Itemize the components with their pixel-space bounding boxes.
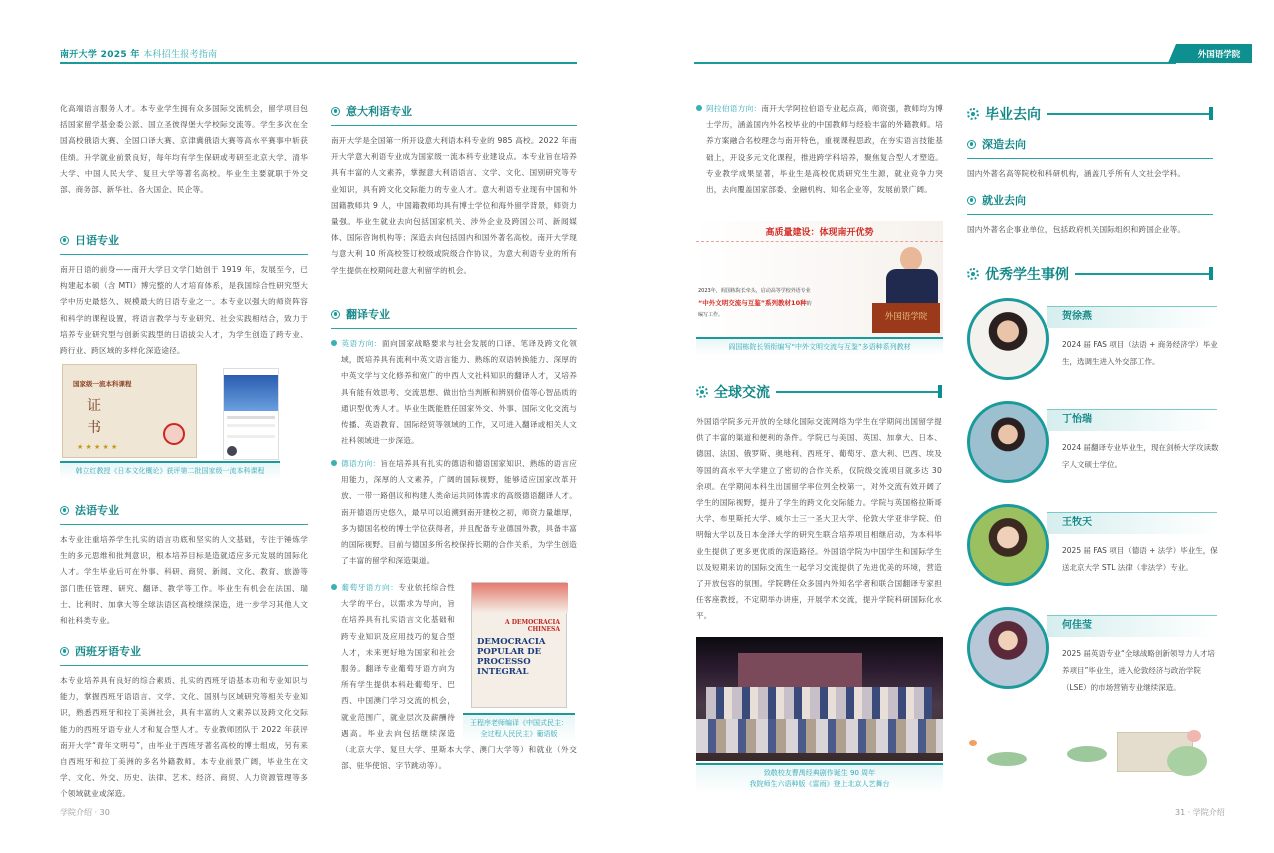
- gear-badge-icon: [696, 386, 708, 398]
- header-title: 南开大学 2025 年 本科招生报考指南: [60, 50, 218, 60]
- employment-body: 国内外著名企事业单位，包括政府机关国际组织和跨国企业等。: [967, 225, 1186, 235]
- translation-section: [331, 306, 577, 449]
- students-heading-block: [967, 264, 1213, 284]
- french-heading: 法语专业: [60, 502, 308, 525]
- japanese-heading: 日语专业: [60, 232, 308, 255]
- global-exchange-section: [696, 382, 942, 625]
- further-study-heading: 深造去向: [967, 136, 1213, 159]
- header-rule: [694, 62, 1176, 64]
- bullet-icon: [331, 340, 337, 346]
- arabic-direction-block: [696, 101, 943, 198]
- certificate-image: 国家级一流本科课程 证 书 ★ ★ ★ ★ ★: [62, 364, 197, 458]
- avatar: [967, 298, 1049, 380]
- bullet-circle-icon: [60, 506, 69, 515]
- french-body: 本专业注重培养学生扎实的语言功底和坚实的人文基础，专注于锤炼学生的多元思维和批判意识，根本培养目标是造就适应多元发展的国际化人才。学生毕业后可在外事、科研、商贸、新闻、文化、教育、旅游等部门胜任管理、研究、翻译、教学等工作。毕业生有机会在法国、瑞士、比利时、加拿大等全球法语区高校继续深造，进一步学习其他人文和社科类专业。: [60, 535, 308, 626]
- heading-rule: [1075, 273, 1213, 275]
- arabic-direction: 阿拉伯语方向：南开大学阿拉伯语专业起点高，师资强，教师均为博士学历，涵盖国内外名校毕业的中国教师与经验丰富的外籍教师。培养方案融合名校理念与南开特色，重视课程思政，在夯实语言技能基础上，开设多元文化课程，推进跨学科培养，聚焦复合型人才塑造。专业教学成果显著，毕业生是高校优质研究生生源，就业竞争力突出，去向覆盖国家部委、金融机构、知名企业等，发展前景广阔。: [696, 101, 943, 198]
- group-photo-image: [696, 637, 943, 761]
- avatar: [967, 504, 1049, 586]
- koi-fish-icon: [969, 740, 977, 746]
- employment-heading: 就业去向: [967, 192, 1213, 215]
- russian-continued: [60, 101, 308, 198]
- portuguese-direction: 葡萄牙语方向：专业依托综合性大学的平台，以需求为导向，旨在培养具有扎实语言文化基础和跨专业知识及应用技巧的复合型人才，未来更好地为国家和社会服务。翻译专业葡萄牙语方向为所有学生提供本科赴葡萄牙、巴西、中国澳门学习交流的机会，就业范围广，就业层次及薪酬待遇高。毕业去向包括继续深造（北京大学、复旦大学、里斯本大学、澳门大学等）和就业（外交部、驻华使馆、字节跳动等）。: [331, 580, 577, 775]
- header-rule: [60, 62, 577, 64]
- college-tag: 外国语学院: [1176, 44, 1252, 63]
- spanish-heading: 西班牙语专业: [60, 643, 308, 666]
- career-heading: 毕业去向: [967, 104, 1213, 124]
- bullet-icon: [331, 584, 337, 590]
- spanish-section: [60, 643, 308, 803]
- lotus-leaf-icon: [1067, 746, 1107, 762]
- lotus-leaf-icon: [1167, 746, 1207, 776]
- student-name: 丁怡瑞: [1047, 409, 1217, 431]
- book-figure: [463, 582, 575, 742]
- italian-body: 南开大学是全国第一所开设意大利语本科专业的 985 高校。2022 年南开大学意大利语专业成为国家级一流本科专业建设点。本专业旨在培养具有丰富的人文素养，掌握意大利语语言、文学、文化、国别研究等专业知识，具有跨文化交际能力的专业人才。意大利语专业现有中国和外国籍教师共 9 人，中国籍教师均具有博士学位和海外留学背景，师资力量强。毕业生就业去向包括国家机关、涉外企业及跨国公司、新闻媒体、国际咨询机构等；深造去向包括国内和国外著名高校。南开大学现与意大利 10 所高校签订校级或院级合作协议，为意大利语专业的所有学生提供在校期间赴意大利留学的机会。: [331, 136, 577, 275]
- translation-heading: 翻译专业: [331, 306, 577, 329]
- global-exchange-body: 外国语学院多元开放的全球化国际交流网络为学生在学期间出国留学提供了丰富的渠道和便利的条件。学院已与美国、英国、加拿大、日本、德国、法国、俄罗斯、奥地利、西班牙、葡萄牙、意大利、巴西、埃及等国的高水平大学建立了密切的合作关系，仅院级交流项目就多达 30 余项。在学期间本科生出国留学率位列全校第一，对外交流有效开阔了学生的国际视野，提升了学生的跨文化交际能力。学院与英国格拉斯哥大学、布里斯托大学、威尔士三一圣大卫大学、伦敦大学亚非学院、伯明翰大学以及日本金泽大学的研究生联合培养项目相继启动，为本科毕业生提供了更多更优质的深造路径。外国语学院为中国学生和国际学生以及短期来访的国际交流生一起学习交流提供了先进优美的环境，营造了开放包容的氛围。学院聘任众多国内外知名学者和联合国翻译专家担任客座教授，不定期举办讲座，开展学术交流，提升学院科研国际化水平。: [696, 417, 942, 621]
- student-name: 何佳莹: [1047, 615, 1217, 637]
- italian-section: [331, 103, 577, 279]
- bullet-circle-icon: [967, 140, 976, 149]
- student-card: [967, 504, 1217, 594]
- theater-photo-caption: 致敬校友曹禺经典剧作诞生 90 周年 我院师生六语种版《雷雨》登上北京人艺舞台: [696, 763, 943, 793]
- japanese-figure: [60, 362, 280, 474]
- italian-heading: 意大利语专业: [331, 103, 577, 126]
- russian-body: 化高端语言服务人才。本专业学生拥有众多国际交流机会，留学项目包括国家留学基金委公派、国立圣彼得堡大学校际交流等。学生多次在全国高校俄语大赛、全国口译大赛、京津冀俄语大赛等高水平赛事中斩获佳绩。升学就业前景良好，每年均有学生保研或考研至北京大学、清华大学、中国人民大学、复旦大学等著名高校。毕业生主要就职于外交部、商务部、新华社、各大国企、民企等。: [60, 104, 308, 195]
- german-direction: 德语方向：旨在培养具有扎实的德语和德语国家知识、熟练的语言应用能力，深厚的人文素养，广阔的国际视野，能够适应国家改革开放、一带一路倡议和构建人类命运共同体需求的高级德语翻译人才。南开德语历史悠久，最早可以追溯到南开建校之初，师资力量雄厚，多为德国名校的博士学位获得者，并且配备专业德国外教，具备丰富的国际视野。目前与德国多所名校保持长期的合作关系，为学生创造了丰富的留学和深造渠道。: [331, 456, 577, 569]
- bullet-circle-icon: [60, 647, 69, 656]
- german-direction-block: [331, 456, 577, 569]
- avatar: [967, 401, 1049, 483]
- dean-portrait: [900, 247, 922, 271]
- bullet-circle-icon: [967, 196, 976, 205]
- page-number-left: 学院介绍 · 30: [60, 808, 110, 817]
- student-desc: 2025 届 FAS 项目（德语 + 法学）毕业生，保送北京大学 STL 法律（非法学）专业。: [1062, 546, 1218, 572]
- dean-photo-banner: 高质量建设：体现南开优势 2023年，阎国栋院长牵头，启动高等学校外语专业 “中外文明交流与互鉴”系列教材10种的 编写工作。 外国语学院 阎国栋院长领衔编写“中外文明交流与互鉴”多语种系列教材: [696, 221, 943, 353]
- student-name: 贺徐燕: [1047, 306, 1217, 328]
- right-page: [637, 0, 1274, 853]
- lotus-decoration: [967, 722, 1213, 790]
- further-study-body: 国内外著名高等院校和科研机构，涵盖几乎所有人文社会学科。: [967, 169, 1186, 178]
- bullet-icon: [331, 460, 337, 466]
- japanese-figure-caption: 韩立红教授《日本文化概论》获评第二批国家级一流本科课程: [60, 461, 280, 480]
- spanish-body: 本专业培养具有良好的综合素质、扎实的西班牙语基本功和专业知识与能力，掌握西班牙语语言、文学、文化、国别与区域研究等相关专业知识，熟悉西班牙和拉丁美洲社会，具有丰富的人文素养以及跨文化交际能力的西班牙语专业人才和复合型人才。专业教师团队于 2022 年获评南开大学“青年文明号”，由毕业于西班牙著名高校的博士组成，另有来自西班牙和拉丁美洲的多名外籍教师。本专业前景广阔，毕业生在文学、文化、外交、历史、法律、艺术、经济、商贸、人力资源管理等多个领域就业或深造。: [60, 676, 308, 799]
- book-caption: 王程序老师编译《中国式民主： 全过程人民民主》葡语版: [463, 713, 575, 743]
- english-direction: 英语方向：面向国家战略要求与社会发展的口译、笔译及跨文化领域，既培养具有流利中英文语言能力、熟练的双语转换能力、深厚的中英文学与文化修养和宽广的中西人文社科知识的翻译人才，又培养具有能有效思考、交流思想、做出恰当判断和辨别价值等心智品质的通识型优秀人才。毕业生既能胜任国家外交、外事、国际文化交流与传播、英语教育、国际经贸等领域的工作，又可进入翻译或相关人文社科领域进一步深造。: [331, 336, 577, 449]
- gear-badge-icon: [967, 268, 979, 280]
- seal-icon: [163, 423, 185, 445]
- students-heading: 优秀学生事例: [967, 264, 1213, 284]
- student-desc: 2025 届英语专业“全球战略创新领导力人才培养项目”毕业生，进入伦敦经济与政治学院（LSE）的市场营销专业继续深造。: [1062, 649, 1215, 692]
- student-desc: 2024 届 FAS 项目（法语 + 商务经济学）毕业生，选调生进入外交部工作。: [1062, 340, 1218, 366]
- page-number-right: 31 · 学院介绍: [1175, 808, 1225, 817]
- global-exchange-heading: 全球交流: [696, 382, 942, 402]
- dean-photo-caption: 阎国栋院长领衔编写“中外文明交流与互鉴”多语种系列教材: [696, 337, 943, 356]
- gear-badge-icon: [967, 108, 979, 120]
- bullet-icon: [696, 105, 702, 111]
- student-name: 王牧天: [1047, 512, 1217, 534]
- student-card: [967, 607, 1217, 697]
- student-card: [967, 298, 1217, 388]
- podium-sign: 外国语学院: [872, 303, 940, 333]
- heading-rule: [776, 391, 942, 393]
- lotus-leaf-icon: [987, 752, 1027, 766]
- french-section: [60, 502, 308, 629]
- career-section: [967, 104, 1213, 238]
- japanese-section: [60, 232, 308, 359]
- bullet-circle-icon: [60, 236, 69, 245]
- heading-rule: [1047, 113, 1213, 115]
- bullet-circle-icon: [331, 310, 340, 319]
- stars-icon: ★ ★ ★ ★ ★: [77, 443, 118, 451]
- theater-photo: [696, 637, 943, 789]
- avatar: [967, 607, 1049, 689]
- book-cover-image: A DEMOCRACIA CHINESA DEMOCRACIA POPULAR DE PROCESSO INTEGRAL: [471, 582, 567, 708]
- lotus-flower-icon: [1187, 730, 1201, 742]
- japanese-body: 南开日语的前身——南开大学日文学门始创于 1919 年，发展至今，已构建起本硕（含 MTI）博完整的人才培育体系，是我国综合性研究型大学中历史最悠久、规模最大的日语专业之一。本专业以强大的师资阵容和科学的课程设置，将语言教学与专业研究、社会实践相结合，致力于培养专业研究型与创新实践型的日语拔尖人才，为学生创造了跨专业、跨行业、跨区域的多样化深造途径。: [60, 265, 308, 356]
- phone-screenshot: [223, 368, 279, 460]
- bullet-circle-icon: [331, 107, 340, 116]
- student-desc: 2024 届翻译专业毕业生，现在剑桥大学攻读数字人文硕士学位。: [1062, 443, 1219, 469]
- student-card: [967, 401, 1217, 491]
